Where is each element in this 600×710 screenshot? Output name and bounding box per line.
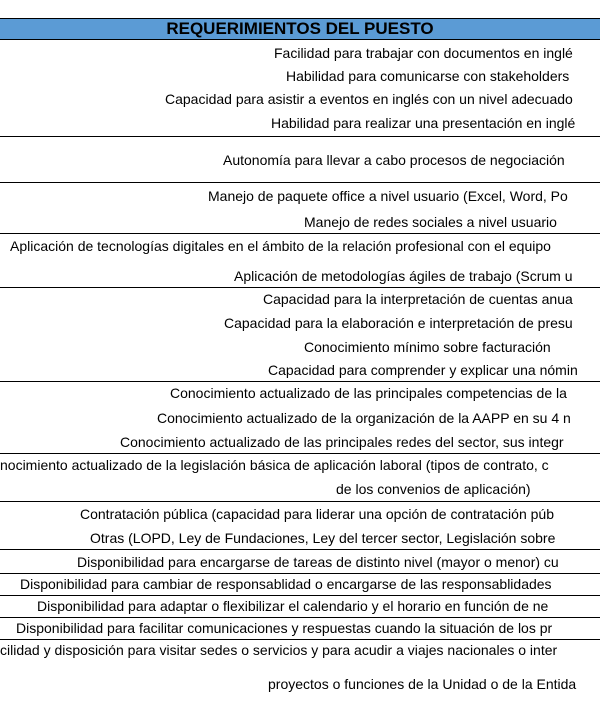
cell-text[interactable]: Capacidad para asistir a eventos en inglés con un nivel adecuado: [165, 91, 573, 107]
cell-text[interactable]: Disponibilidad para adaptar o flexibilizar el calendario y el horario en función de ne: [37, 598, 549, 614]
row-border: [0, 381, 600, 382]
cell-text[interactable]: nocimiento actualizado de la legislación básica de aplicación laboral (tipos de contrato, c: [0, 457, 549, 473]
cell-text[interactable]: Conocimiento actualizado de las principales redes del sector, sus integr: [120, 434, 564, 450]
row-border: [0, 617, 600, 618]
cell-text[interactable]: cilidad y disposición para visitar sedes o servicios y para acudir a viajes nacionales o inter: [0, 642, 558, 658]
row-border: [0, 233, 600, 234]
cell-text[interactable]: Capacidad para la elaboración e interpretación de presu: [224, 315, 573, 331]
header-row[interactable]: [0, 18, 600, 40]
cell-text[interactable]: Capacidad para la interpretación de cuentas anua: [263, 291, 573, 307]
cell-text[interactable]: Otras (LOPD, Ley de Fundaciones, Ley del tercer sector, Legislación sobre: [90, 530, 556, 546]
cell-text[interactable]: proyectos o funciones de la Unidad o de la Entida: [268, 676, 577, 692]
cell-text[interactable]: Conocimiento actualizado de las principales competencias de la: [170, 385, 567, 401]
row-border: [0, 453, 600, 454]
cell-text[interactable]: Disponibilidad para facilitar comunicaciones y respuestas cuando la situación de los pr: [16, 620, 553, 636]
cell-text[interactable]: Aplicación de tecnologías digitales en el ámbito de la relación profesional con el equipo: [10, 238, 551, 254]
row-border: [0, 573, 600, 574]
cell-text[interactable]: Manejo de redes sociales a nivel usuario: [304, 214, 557, 230]
row-border: [0, 595, 600, 596]
row-border: [0, 501, 600, 502]
cell-text[interactable]: Contratación pública (capacidad para liderar una opción de contratación púb: [80, 506, 554, 522]
row-border: [0, 639, 600, 640]
cell-text[interactable]: Autonomía para llevar a cabo procesos de negociación: [223, 152, 565, 168]
cell-text[interactable]: Habilidad para comunicarse con stakeholders: [286, 68, 570, 84]
cell-text[interactable]: Conocimiento actualizado de la organización de la AAPP en su 4 n: [157, 410, 571, 426]
row-border: [0, 136, 600, 137]
cell-text[interactable]: Habilidad para realizar una presentación en inglé: [271, 115, 576, 131]
row-border: [0, 287, 600, 288]
cell-text[interactable]: Disponibilidad para encargarse de tareas de distinto nivel (mayor o menor) cu: [77, 554, 559, 570]
row-border: [0, 182, 600, 183]
cell-text[interactable]: Facilidad para trabajar con documentos en inglé: [274, 45, 573, 61]
cell-text[interactable]: Aplicación de metodologías ágiles de trabajo (Scrum u: [234, 268, 573, 284]
cell-text[interactable]: Disponibilidad para cambiar de responsablidad o encargarse de las responsablidades: [20, 576, 552, 592]
cell-text[interactable]: Manejo de paquete office a nivel usuario (Excel, Word, Po: [208, 188, 568, 204]
cell-text[interactable]: de los convenios de aplicación): [336, 481, 531, 497]
cell-text[interactable]: Conocimiento mínimo sobre facturación: [304, 339, 551, 355]
cell-text[interactable]: Capacidad para comprender y explicar una nómin: [268, 362, 578, 378]
row-border: [0, 549, 600, 550]
header-title: REQUERIMIENTOS DEL PUESTO: [166, 19, 434, 38]
